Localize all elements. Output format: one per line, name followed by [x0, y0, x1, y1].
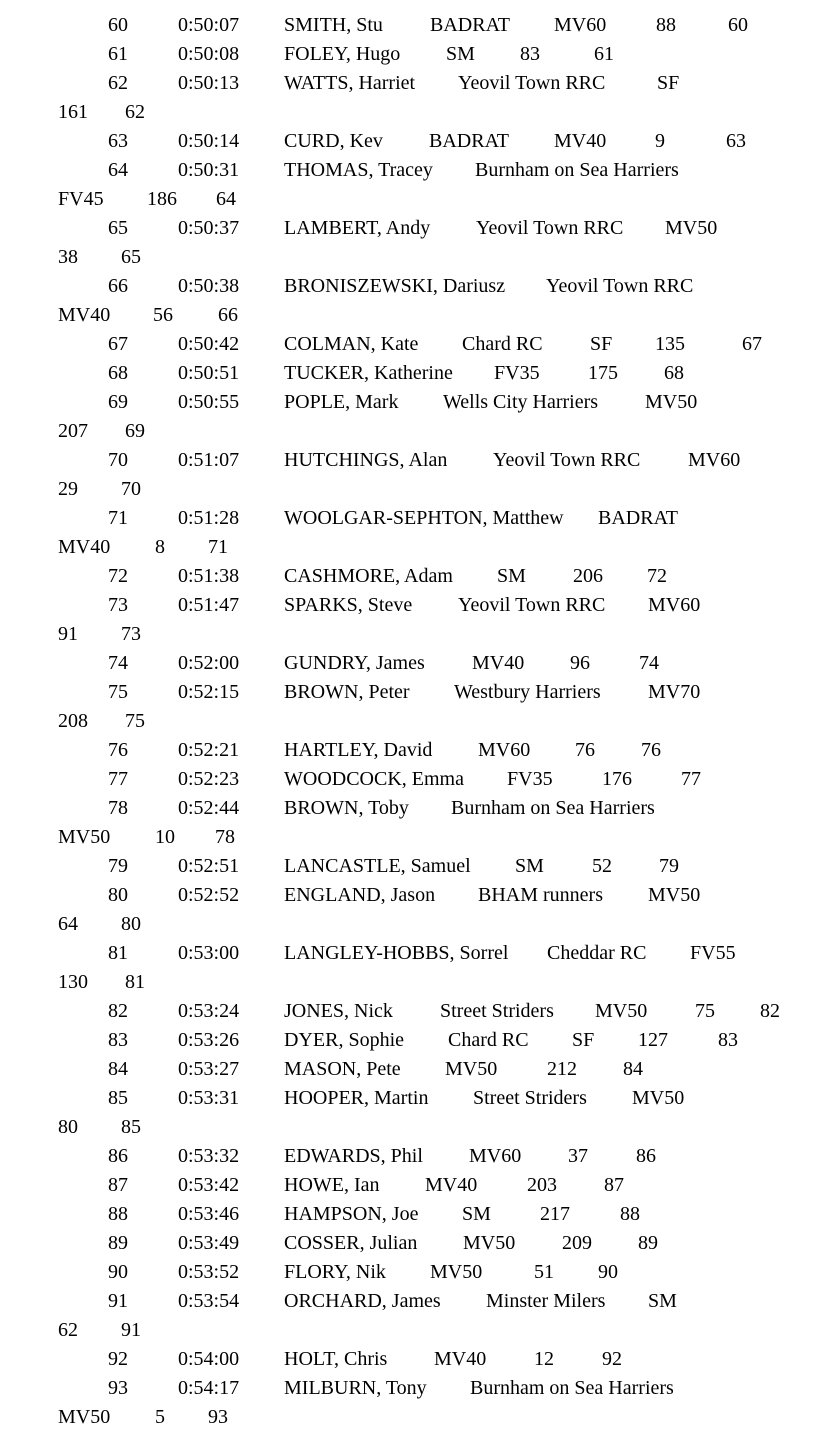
field-name: BRONISZEWSKI, Dariusz	[284, 275, 506, 297]
field-time: 0:50:08	[178, 43, 240, 65]
field-name: CASHMORE, Adam	[284, 565, 453, 587]
field-pos: 72	[108, 565, 128, 587]
field-pos: 67	[108, 333, 128, 355]
field-cat: SM	[515, 855, 544, 877]
field-cat: SM	[497, 565, 526, 587]
results-line	[0, 1200, 828, 1229]
field-name: FOLEY, Hugo	[284, 43, 401, 65]
field-pos2: 67	[742, 333, 762, 355]
field-pos2: 64	[216, 188, 236, 210]
results-line	[0, 156, 828, 185]
field-num: 135	[655, 333, 685, 355]
results-line	[0, 620, 828, 649]
field-pos2: 60	[728, 14, 748, 36]
field-club: Minster Milers	[486, 1290, 606, 1312]
field-time: 0:52:51	[178, 855, 240, 877]
results-line	[0, 475, 828, 504]
field-num: 10	[155, 826, 175, 848]
results-line	[0, 852, 828, 881]
field-pos: 80	[108, 884, 128, 906]
field-num: 175	[588, 362, 618, 384]
field-cat: MV60	[554, 14, 607, 36]
field-club: Wells City Harriers	[443, 391, 599, 413]
field-cat: FV35	[507, 768, 553, 790]
results-line	[0, 1055, 828, 1084]
field-pos2: 89	[638, 1232, 658, 1254]
field-pos2: 66	[218, 304, 238, 326]
field-cat: MV60	[469, 1145, 522, 1167]
field-num: 203	[527, 1174, 557, 1196]
field-num: 64	[58, 913, 78, 935]
field-num: 206	[573, 565, 603, 587]
field-name: ORCHARD, James	[284, 1290, 441, 1312]
results-line	[0, 1026, 828, 1055]
results-line	[0, 98, 828, 127]
results-line	[0, 968, 828, 997]
results-line	[0, 417, 828, 446]
results-line	[0, 678, 828, 707]
field-num: 208	[58, 710, 88, 732]
field-cat: MV50	[58, 826, 111, 848]
field-time: 0:50:42	[178, 333, 240, 355]
results-line	[0, 185, 828, 214]
field-time: 0:53:52	[178, 1261, 240, 1283]
field-num: 207	[58, 420, 88, 442]
field-pos2: 78	[215, 826, 235, 848]
field-cat: MV40	[58, 536, 111, 558]
field-num: 76	[575, 739, 595, 761]
field-cat: MV50	[645, 391, 698, 413]
results-line	[0, 1258, 828, 1287]
field-club: Cheddar RC	[547, 942, 647, 964]
results-line	[0, 301, 828, 330]
field-time: 0:53:42	[178, 1174, 240, 1196]
field-num: 51	[534, 1261, 554, 1283]
field-time: 0:51:28	[178, 507, 240, 529]
field-time: 0:53:46	[178, 1203, 240, 1225]
field-pos2: 68	[664, 362, 684, 384]
field-time: 0:54:17	[178, 1377, 240, 1399]
results-line	[0, 1403, 828, 1432]
field-num: 80	[58, 1116, 78, 1138]
field-name: MILBURN, Tony	[284, 1377, 427, 1399]
field-cat: MV40	[554, 130, 607, 152]
field-name: WATTS, Harriet	[284, 72, 416, 94]
field-time: 0:53:31	[178, 1087, 240, 1109]
field-cat: FV35	[494, 362, 540, 384]
field-cat: MV50	[648, 884, 701, 906]
field-pos2: 84	[623, 1058, 643, 1080]
field-name: MASON, Pete	[284, 1058, 401, 1080]
field-cat: MV50	[632, 1087, 685, 1109]
field-time: 0:52:44	[178, 797, 240, 819]
field-pos2: 93	[208, 1406, 228, 1428]
field-pos2: 63	[726, 130, 746, 152]
field-pos: 91	[108, 1290, 128, 1312]
field-cat: MV60	[648, 594, 701, 616]
field-num: 9	[655, 130, 665, 152]
field-name: WOODCOCK, Emma	[284, 768, 464, 790]
field-pos: 63	[108, 130, 128, 152]
field-time: 0:53:27	[178, 1058, 240, 1080]
field-pos2: 82	[760, 1000, 780, 1022]
field-name: TUCKER, Katherine	[284, 362, 453, 384]
field-pos: 76	[108, 739, 128, 761]
field-name: GUNDRY, James	[284, 652, 425, 674]
field-name: WOOLGAR-SEPHTON, Matthew	[284, 507, 564, 529]
field-num: 161	[58, 101, 88, 123]
field-pos: 60	[108, 14, 128, 36]
field-time: 0:51:47	[178, 594, 240, 616]
results-line	[0, 997, 828, 1026]
field-pos2: 80	[121, 913, 141, 935]
field-pos2: 61	[594, 43, 614, 65]
field-name: LANCASTLE, Samuel	[284, 855, 471, 877]
results-line	[0, 388, 828, 417]
field-club: BADRAT	[429, 130, 510, 152]
field-pos2: 72	[647, 565, 667, 587]
field-time: 0:52:23	[178, 768, 240, 790]
field-cat: MV50	[445, 1058, 498, 1080]
field-cat: MV50	[430, 1261, 483, 1283]
field-cat: MV60	[478, 739, 531, 761]
results-line	[0, 1374, 828, 1403]
results-line	[0, 765, 828, 794]
field-pos: 82	[108, 1000, 128, 1022]
field-club: Street Striders	[473, 1087, 587, 1109]
field-name: EDWARDS, Phil	[284, 1145, 423, 1167]
field-name: LAMBERT, Andy	[284, 217, 431, 239]
field-cat: MV50	[463, 1232, 516, 1254]
results-line	[0, 40, 828, 69]
field-pos: 73	[108, 594, 128, 616]
field-cat: MV40	[425, 1174, 478, 1196]
results-line	[0, 1171, 828, 1200]
field-num: 212	[547, 1058, 577, 1080]
field-cat: FV45	[58, 188, 104, 210]
field-name: HOLT, Chris	[284, 1348, 388, 1370]
field-pos: 79	[108, 855, 128, 877]
field-pos2: 92	[602, 1348, 622, 1370]
field-pos: 74	[108, 652, 128, 674]
field-club: Yeovil Town RRC	[476, 217, 624, 239]
results-line	[0, 533, 828, 562]
field-pos: 81	[108, 942, 128, 964]
field-name: HOOPER, Martin	[284, 1087, 429, 1109]
field-pos: 92	[108, 1348, 128, 1370]
field-pos: 85	[108, 1087, 128, 1109]
field-num: 56	[153, 304, 173, 326]
field-num: 217	[540, 1203, 570, 1225]
field-name: COSSER, Julian	[284, 1232, 418, 1254]
field-num: 209	[562, 1232, 592, 1254]
field-time: 0:51:38	[178, 565, 240, 587]
field-cat: MV40	[434, 1348, 487, 1370]
field-name: SMITH, Stu	[284, 14, 383, 36]
field-num: 12	[534, 1348, 554, 1370]
field-pos: 65	[108, 217, 128, 239]
field-club: Street Striders	[440, 1000, 554, 1022]
field-pos2: 91	[121, 1319, 141, 1341]
field-pos2: 87	[604, 1174, 624, 1196]
field-club: Burnham on Sea Harriers	[475, 159, 679, 181]
field-club: Burnham on Sea Harriers	[470, 1377, 674, 1399]
field-time: 0:50:14	[178, 130, 240, 152]
field-pos: 88	[108, 1203, 128, 1225]
results-line	[0, 127, 828, 156]
results-line	[0, 707, 828, 736]
results-line	[0, 562, 828, 591]
field-name: DYER, Sophie	[284, 1029, 404, 1051]
field-pos: 86	[108, 1145, 128, 1167]
field-pos: 89	[108, 1232, 128, 1254]
results-line	[0, 243, 828, 272]
field-time: 0:53:32	[178, 1145, 240, 1167]
field-num: 91	[58, 623, 78, 645]
field-club: Yeovil Town RRC	[493, 449, 641, 471]
field-pos2: 88	[620, 1203, 640, 1225]
results-line	[0, 272, 828, 301]
results-line	[0, 504, 828, 533]
results-line	[0, 794, 828, 823]
results-line	[0, 69, 828, 98]
field-pos: 78	[108, 797, 128, 819]
field-pos2: 70	[121, 478, 141, 500]
field-name: COLMAN, Kate	[284, 333, 419, 355]
field-pos: 64	[108, 159, 128, 181]
field-name: JONES, Nick	[284, 1000, 393, 1022]
field-num: 52	[592, 855, 612, 877]
field-time: 0:52:21	[178, 739, 240, 761]
field-time: 0:53:49	[178, 1232, 240, 1254]
field-time: 0:53:54	[178, 1290, 240, 1312]
field-pos2: 86	[636, 1145, 656, 1167]
field-num: 176	[602, 768, 632, 790]
field-num: 37	[568, 1145, 588, 1167]
field-club: Burnham on Sea Harriers	[451, 797, 655, 819]
field-time: 0:50:38	[178, 275, 240, 297]
results-line	[0, 823, 828, 852]
field-cat: SF	[590, 333, 613, 355]
field-pos: 93	[108, 1377, 128, 1399]
field-name: HUTCHINGS, Alan	[284, 449, 448, 471]
field-pos: 66	[108, 275, 128, 297]
field-cat: FV55	[690, 942, 736, 964]
field-num: 62	[58, 1319, 78, 1341]
field-name: FLORY, Nik	[284, 1261, 386, 1283]
field-name: SPARKS, Steve	[284, 594, 413, 616]
field-cat: SM	[446, 43, 475, 65]
field-pos2: 76	[641, 739, 661, 761]
field-club: Westbury Harriers	[454, 681, 601, 703]
field-time: 0:52:52	[178, 884, 240, 906]
field-num: 96	[570, 652, 590, 674]
field-pos: 68	[108, 362, 128, 384]
field-name: POPLE, Mark	[284, 391, 399, 413]
results-line	[0, 330, 828, 359]
field-pos: 69	[108, 391, 128, 413]
field-cat: SF	[657, 72, 680, 94]
field-time: 0:54:00	[178, 1348, 240, 1370]
field-cat: MV50	[665, 217, 718, 239]
field-time: 0:52:15	[178, 681, 240, 703]
field-name: CURD, Kev	[284, 130, 383, 152]
field-cat: SM	[648, 1290, 677, 1312]
results-line	[0, 11, 828, 40]
field-num: 8	[155, 536, 165, 558]
field-cat: MV50	[595, 1000, 648, 1022]
field-name: BROWN, Toby	[284, 797, 409, 819]
field-pos2: 79	[659, 855, 679, 877]
field-time: 0:50:37	[178, 217, 240, 239]
field-num: 127	[638, 1029, 668, 1051]
field-club: BHAM runners	[478, 884, 603, 906]
field-club: Yeovil Town RRC	[546, 275, 694, 297]
field-cat: SM	[462, 1203, 491, 1225]
field-name: BROWN, Peter	[284, 681, 410, 703]
field-time: 0:50:13	[178, 72, 240, 94]
results-line	[0, 910, 828, 939]
field-pos2: 90	[598, 1261, 618, 1283]
results-line	[0, 1113, 828, 1142]
results-line	[0, 214, 828, 243]
field-num: 38	[58, 246, 78, 268]
field-time: 0:50:07	[178, 14, 240, 36]
field-cat: MV40	[472, 652, 525, 674]
field-pos2: 74	[639, 652, 659, 674]
field-cat: MV60	[688, 449, 741, 471]
field-pos2: 69	[125, 420, 145, 442]
field-pos: 87	[108, 1174, 128, 1196]
results-line	[0, 359, 828, 388]
field-pos: 77	[108, 768, 128, 790]
field-cat: SF	[572, 1029, 595, 1051]
field-club: Chard RC	[462, 333, 543, 355]
results-line	[0, 1229, 828, 1258]
field-club: Chard RC	[448, 1029, 529, 1051]
field-num: 5	[155, 1406, 165, 1428]
field-name: ENGLAND, Jason	[284, 884, 436, 906]
field-club: Yeovil Town RRC	[458, 594, 606, 616]
field-pos: 61	[108, 43, 128, 65]
field-pos2: 62	[125, 101, 145, 123]
field-time: 0:50:31	[178, 159, 240, 181]
field-pos2: 83	[718, 1029, 738, 1051]
field-pos2: 73	[121, 623, 141, 645]
field-num: 83	[520, 43, 540, 65]
results-line	[0, 591, 828, 620]
field-name: LANGLEY-HOBBS, Sorrel	[284, 942, 509, 964]
results-line	[0, 881, 828, 910]
field-num: 186	[147, 188, 177, 210]
field-name: HOWE, Ian	[284, 1174, 380, 1196]
field-pos2: 81	[125, 971, 145, 993]
field-club: BADRAT	[598, 507, 679, 529]
results-line	[0, 939, 828, 968]
results-line	[0, 1316, 828, 1345]
field-pos: 83	[108, 1029, 128, 1051]
field-club: BADRAT	[430, 14, 511, 36]
field-pos2: 77	[681, 768, 701, 790]
field-num: 75	[695, 1000, 715, 1022]
field-num: 88	[656, 14, 676, 36]
field-time: 0:50:51	[178, 362, 240, 384]
field-time: 0:53:00	[178, 942, 240, 964]
field-pos: 75	[108, 681, 128, 703]
field-pos: 71	[108, 507, 128, 529]
field-pos2: 65	[121, 246, 141, 268]
field-name: HARTLEY, David	[284, 739, 433, 761]
results-line	[0, 1345, 828, 1374]
results-line	[0, 1287, 828, 1316]
results-line	[0, 736, 828, 765]
results-line	[0, 446, 828, 475]
field-pos: 90	[108, 1261, 128, 1283]
field-pos2: 85	[121, 1116, 141, 1138]
field-cat: MV70	[648, 681, 701, 703]
results-line	[0, 1084, 828, 1113]
field-time: 0:51:07	[178, 449, 240, 471]
field-cat: MV40	[58, 304, 111, 326]
field-club: Yeovil Town RRC	[458, 72, 606, 94]
field-pos: 70	[108, 449, 128, 471]
field-pos: 62	[108, 72, 128, 94]
field-time: 0:52:00	[178, 652, 240, 674]
field-name: THOMAS, Tracey	[284, 159, 433, 181]
field-pos2: 71	[208, 536, 228, 558]
field-num: 130	[58, 971, 88, 993]
field-pos2: 75	[125, 710, 145, 732]
results-line	[0, 1142, 828, 1171]
field-pos: 84	[108, 1058, 128, 1080]
results-line	[0, 649, 828, 678]
field-time: 0:53:24	[178, 1000, 240, 1022]
field-num: 29	[58, 478, 78, 500]
field-name: HAMPSON, Joe	[284, 1203, 419, 1225]
field-time: 0:53:26	[178, 1029, 240, 1051]
field-cat: MV50	[58, 1406, 111, 1428]
field-time: 0:50:55	[178, 391, 240, 413]
